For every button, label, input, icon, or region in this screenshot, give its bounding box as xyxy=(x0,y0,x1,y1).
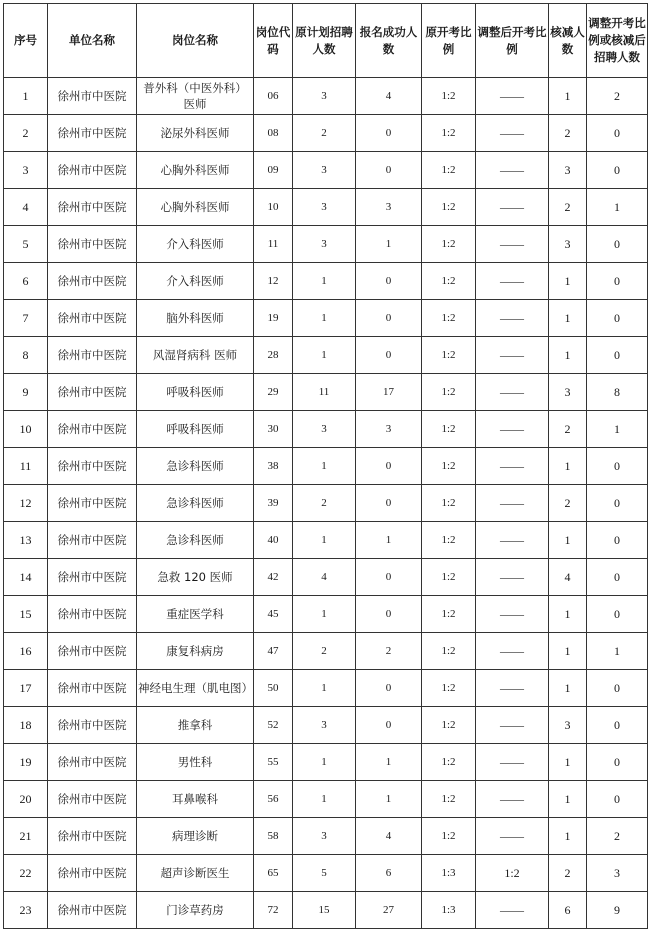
cell-adjusted-exam-ratio: —— xyxy=(476,596,549,633)
cell-registered-count: 1 xyxy=(356,226,422,263)
cell-adjusted-exam-ratio: —— xyxy=(476,411,549,448)
cell-planned-hires: 1 xyxy=(293,781,356,818)
cell-position-code: 39 xyxy=(254,485,293,522)
cell-position-name: 康复科病房 xyxy=(137,633,254,670)
cell-final-hires: 0 xyxy=(587,670,648,707)
cell-unit-name: 徐州市中医院 xyxy=(48,559,137,596)
cell-position-name: 推拿科 xyxy=(137,707,254,744)
cell-unit-name: 徐州市中医院 xyxy=(48,781,137,818)
cell-seq: 17 xyxy=(4,670,48,707)
cell-unit-name: 徐州市中医院 xyxy=(48,818,137,855)
cell-final-hires: 0 xyxy=(587,448,648,485)
cell-planned-hires: 3 xyxy=(293,411,356,448)
cell-original-exam-ratio: 1:2 xyxy=(422,522,476,559)
cell-registered-count: 4 xyxy=(356,78,422,115)
cell-unit-name: 徐州市中医院 xyxy=(48,374,137,411)
cell-registered-count: 0 xyxy=(356,337,422,374)
cell-reduced-count: 1 xyxy=(549,596,587,633)
cell-planned-hires: 1 xyxy=(293,744,356,781)
cell-final-hires: 0 xyxy=(587,263,648,300)
cell-reduced-count: 1 xyxy=(549,78,587,115)
cell-registered-count: 0 xyxy=(356,707,422,744)
cell-position-code: 12 xyxy=(254,263,293,300)
cell-registered-count: 3 xyxy=(356,411,422,448)
cell-registered-count: 0 xyxy=(356,115,422,152)
table-row xyxy=(4,152,648,189)
cell-position-name: 风湿肾病科 医师 xyxy=(137,337,254,374)
cell-original-exam-ratio: 1:2 xyxy=(422,337,476,374)
cell-unit-name: 徐州市中医院 xyxy=(48,337,137,374)
cell-final-hires: 0 xyxy=(587,522,648,559)
cell-registered-count: 6 xyxy=(356,855,422,892)
cell-final-hires: 0 xyxy=(587,744,648,781)
table-row xyxy=(4,522,648,559)
cell-planned-hires: 4 xyxy=(293,559,356,596)
cell-adjusted-exam-ratio: —— xyxy=(476,152,549,189)
cell-original-exam-ratio: 1:2 xyxy=(422,115,476,152)
cell-position-code: 38 xyxy=(254,448,293,485)
cell-position-code: 40 xyxy=(254,522,293,559)
cell-reduced-count: 1 xyxy=(549,781,587,818)
table-row xyxy=(4,448,648,485)
cell-position-name: 心胸外科医师 xyxy=(137,152,254,189)
cell-final-hires: 2 xyxy=(587,78,648,115)
cell-reduced-count: 6 xyxy=(549,892,587,929)
cell-position-code: 11 xyxy=(254,226,293,263)
header-position-name: 岗位名称 xyxy=(137,4,254,78)
table-body xyxy=(4,78,648,929)
cell-seq: 6 xyxy=(4,263,48,300)
cell-planned-hires: 5 xyxy=(293,855,356,892)
cell-registered-count: 0 xyxy=(356,448,422,485)
cell-planned-hires: 1 xyxy=(293,448,356,485)
cell-adjusted-exam-ratio: —— xyxy=(476,559,549,596)
cell-planned-hires: 3 xyxy=(293,226,356,263)
cell-unit-name: 徐州市中医院 xyxy=(48,522,137,559)
cell-seq: 16 xyxy=(4,633,48,670)
cell-seq: 11 xyxy=(4,448,48,485)
cell-unit-name: 徐州市中医院 xyxy=(48,596,137,633)
cell-planned-hires: 2 xyxy=(293,115,356,152)
cell-unit-name: 徐州市中医院 xyxy=(48,152,137,189)
cell-planned-hires: 3 xyxy=(293,152,356,189)
cell-unit-name: 徐州市中医院 xyxy=(48,263,137,300)
cell-adjusted-exam-ratio: —— xyxy=(476,744,549,781)
cell-position-code: 42 xyxy=(254,559,293,596)
cell-unit-name: 徐州市中医院 xyxy=(48,670,137,707)
cell-adjusted-exam-ratio: —— xyxy=(476,633,549,670)
cell-planned-hires: 1 xyxy=(293,522,356,559)
cell-planned-hires: 1 xyxy=(293,337,356,374)
cell-position-name: 急诊科医师 xyxy=(137,448,254,485)
cell-position-code: 47 xyxy=(254,633,293,670)
table-row xyxy=(4,633,648,670)
cell-seq: 22 xyxy=(4,855,48,892)
cell-original-exam-ratio: 1:2 xyxy=(422,707,476,744)
cell-position-code: 29 xyxy=(254,374,293,411)
cell-original-exam-ratio: 1:2 xyxy=(422,485,476,522)
cell-reduced-count: 1 xyxy=(549,337,587,374)
cell-planned-hires: 1 xyxy=(293,596,356,633)
cell-original-exam-ratio: 1:2 xyxy=(422,744,476,781)
cell-final-hires: 1 xyxy=(587,189,648,226)
cell-reduced-count: 3 xyxy=(549,374,587,411)
cell-original-exam-ratio: 1:3 xyxy=(422,855,476,892)
cell-seq: 8 xyxy=(4,337,48,374)
table-row xyxy=(4,115,648,152)
cell-position-name: 病理诊断 xyxy=(137,818,254,855)
cell-position-code: 28 xyxy=(254,337,293,374)
cell-position-name: 超声诊断医生 xyxy=(137,855,254,892)
cell-final-hires: 0 xyxy=(587,115,648,152)
cell-registered-count: 0 xyxy=(356,670,422,707)
cell-seq: 1 xyxy=(4,78,48,115)
cell-planned-hires: 1 xyxy=(293,263,356,300)
cell-position-name: 神经电生理（肌电图） xyxy=(137,670,254,707)
recruitment-adjustment-table-container xyxy=(3,3,648,929)
cell-seq: 9 xyxy=(4,374,48,411)
cell-position-name: 耳鼻喉科 xyxy=(137,781,254,818)
cell-position-code: 10 xyxy=(254,189,293,226)
cell-original-exam-ratio: 1:2 xyxy=(422,189,476,226)
table-row xyxy=(4,707,648,744)
cell-final-hires: 1 xyxy=(587,411,648,448)
cell-registered-count: 1 xyxy=(356,522,422,559)
cell-final-hires: 0 xyxy=(587,596,648,633)
table-row xyxy=(4,374,648,411)
cell-adjusted-exam-ratio: —— xyxy=(476,522,549,559)
cell-reduced-count: 3 xyxy=(549,226,587,263)
header-position-code: 岗位代码 xyxy=(254,4,293,78)
cell-unit-name: 徐州市中医院 xyxy=(48,226,137,263)
cell-position-code: 58 xyxy=(254,818,293,855)
cell-adjusted-exam-ratio: —— xyxy=(476,189,549,226)
cell-final-hires: 0 xyxy=(587,485,648,522)
cell-position-code: 72 xyxy=(254,892,293,929)
cell-planned-hires: 3 xyxy=(293,818,356,855)
cell-unit-name: 徐州市中医院 xyxy=(48,892,137,929)
cell-adjusted-exam-ratio: —— xyxy=(476,485,549,522)
cell-original-exam-ratio: 1:2 xyxy=(422,781,476,818)
cell-planned-hires: 15 xyxy=(293,892,356,929)
cell-final-hires: 1 xyxy=(587,633,648,670)
cell-seq: 20 xyxy=(4,781,48,818)
cell-original-exam-ratio: 1:3 xyxy=(422,892,476,929)
cell-original-exam-ratio: 1:2 xyxy=(422,411,476,448)
cell-registered-count: 1 xyxy=(356,781,422,818)
cell-adjusted-exam-ratio: —— xyxy=(476,670,549,707)
cell-position-name: 呼吸科医师 xyxy=(137,411,254,448)
cell-seq: 21 xyxy=(4,818,48,855)
cell-registered-count: 1 xyxy=(356,744,422,781)
cell-original-exam-ratio: 1:2 xyxy=(422,448,476,485)
cell-seq: 15 xyxy=(4,596,48,633)
cell-position-name: 急救 120 医师 xyxy=(137,559,254,596)
table-row xyxy=(4,189,648,226)
table-row xyxy=(4,337,648,374)
cell-unit-name: 徐州市中医院 xyxy=(48,448,137,485)
cell-position-code: 45 xyxy=(254,596,293,633)
cell-position-name: 介入科医师 xyxy=(137,263,254,300)
cell-position-name: 脑外科医师 xyxy=(137,300,254,337)
cell-reduced-count: 2 xyxy=(549,855,587,892)
cell-seq: 14 xyxy=(4,559,48,596)
table-row xyxy=(4,559,648,596)
cell-reduced-count: 1 xyxy=(549,448,587,485)
cell-unit-name: 徐州市中医院 xyxy=(48,855,137,892)
cell-seq: 4 xyxy=(4,189,48,226)
cell-unit-name: 徐州市中医院 xyxy=(48,744,137,781)
cell-reduced-count: 1 xyxy=(549,818,587,855)
cell-unit-name: 徐州市中医院 xyxy=(48,115,137,152)
header-final-hires: 调整开考比例或核减后招聘人数 xyxy=(587,4,648,78)
cell-adjusted-exam-ratio: —— xyxy=(476,337,549,374)
table-row xyxy=(4,781,648,818)
cell-registered-count: 3 xyxy=(356,189,422,226)
cell-position-code: 65 xyxy=(254,855,293,892)
cell-reduced-count: 4 xyxy=(549,559,587,596)
cell-position-name: 呼吸科医师 xyxy=(137,374,254,411)
header-original-exam-ratio: 原开考比例 xyxy=(422,4,476,78)
cell-registered-count: 4 xyxy=(356,818,422,855)
cell-original-exam-ratio: 1:2 xyxy=(422,818,476,855)
cell-adjusted-exam-ratio: —— xyxy=(476,818,549,855)
cell-final-hires: 0 xyxy=(587,559,648,596)
cell-final-hires: 8 xyxy=(587,374,648,411)
cell-reduced-count: 2 xyxy=(549,115,587,152)
cell-adjusted-exam-ratio: —— xyxy=(476,892,549,929)
cell-final-hires: 2 xyxy=(587,818,648,855)
cell-adjusted-exam-ratio: —— xyxy=(476,707,549,744)
table-row xyxy=(4,226,648,263)
cell-unit-name: 徐州市中医院 xyxy=(48,411,137,448)
cell-registered-count: 17 xyxy=(356,374,422,411)
table-row xyxy=(4,596,648,633)
cell-position-name: 重症医学科 xyxy=(137,596,254,633)
cell-original-exam-ratio: 1:2 xyxy=(422,670,476,707)
recruitment-adjustment-table xyxy=(3,3,648,929)
cell-unit-name: 徐州市中医院 xyxy=(48,78,137,115)
cell-adjusted-exam-ratio: —— xyxy=(476,226,549,263)
cell-position-code: 06 xyxy=(254,78,293,115)
table-row xyxy=(4,855,648,892)
cell-position-name: 介入科医师 xyxy=(137,226,254,263)
cell-seq: 19 xyxy=(4,744,48,781)
cell-adjusted-exam-ratio: —— xyxy=(476,115,549,152)
cell-seq: 10 xyxy=(4,411,48,448)
cell-seq: 3 xyxy=(4,152,48,189)
cell-reduced-count: 1 xyxy=(549,670,587,707)
cell-original-exam-ratio: 1:2 xyxy=(422,263,476,300)
cell-reduced-count: 1 xyxy=(549,522,587,559)
cell-planned-hires: 11 xyxy=(293,374,356,411)
cell-final-hires: 0 xyxy=(587,152,648,189)
table-row xyxy=(4,818,648,855)
cell-original-exam-ratio: 1:2 xyxy=(422,596,476,633)
cell-reduced-count: 1 xyxy=(549,300,587,337)
table-row xyxy=(4,744,648,781)
cell-unit-name: 徐州市中医院 xyxy=(48,300,137,337)
cell-final-hires: 9 xyxy=(587,892,648,929)
cell-registered-count: 0 xyxy=(356,485,422,522)
cell-final-hires: 3 xyxy=(587,855,648,892)
cell-registered-count: 0 xyxy=(356,596,422,633)
cell-original-exam-ratio: 1:2 xyxy=(422,633,476,670)
cell-planned-hires: 1 xyxy=(293,300,356,337)
cell-seq: 12 xyxy=(4,485,48,522)
table-row xyxy=(4,892,648,929)
cell-seq: 5 xyxy=(4,226,48,263)
cell-position-code: 50 xyxy=(254,670,293,707)
table-header xyxy=(4,4,648,78)
cell-position-name: 普外科（中医外科）医师 xyxy=(137,78,254,115)
cell-registered-count: 2 xyxy=(356,633,422,670)
header-reduced-count: 核减人数 xyxy=(549,4,587,78)
table-row xyxy=(4,485,648,522)
cell-position-name: 急诊科医师 xyxy=(137,485,254,522)
cell-original-exam-ratio: 1:2 xyxy=(422,226,476,263)
cell-reduced-count: 3 xyxy=(549,152,587,189)
cell-position-code: 55 xyxy=(254,744,293,781)
cell-position-name: 心胸外科医师 xyxy=(137,189,254,226)
cell-position-name: 急诊科医师 xyxy=(137,522,254,559)
cell-planned-hires: 2 xyxy=(293,485,356,522)
cell-adjusted-exam-ratio: —— xyxy=(476,263,549,300)
cell-position-code: 30 xyxy=(254,411,293,448)
header-registered-count: 报名成功人数 xyxy=(356,4,422,78)
cell-adjusted-exam-ratio: —— xyxy=(476,78,549,115)
cell-position-name: 泌尿外科医师 xyxy=(137,115,254,152)
cell-position-code: 56 xyxy=(254,781,293,818)
cell-adjusted-exam-ratio: —— xyxy=(476,781,549,818)
header-adjusted-exam-ratio: 调整后开考比例 xyxy=(476,4,549,78)
table-row xyxy=(4,670,648,707)
cell-planned-hires: 3 xyxy=(293,707,356,744)
cell-final-hires: 0 xyxy=(587,781,648,818)
cell-reduced-count: 1 xyxy=(549,633,587,670)
cell-registered-count: 0 xyxy=(356,263,422,300)
cell-unit-name: 徐州市中医院 xyxy=(48,189,137,226)
header-unit-name: 单位名称 xyxy=(48,4,137,78)
cell-planned-hires: 1 xyxy=(293,670,356,707)
cell-adjusted-exam-ratio: 1:2 xyxy=(476,855,549,892)
table-row xyxy=(4,263,648,300)
cell-original-exam-ratio: 1:2 xyxy=(422,559,476,596)
cell-planned-hires: 3 xyxy=(293,78,356,115)
cell-reduced-count: 1 xyxy=(549,744,587,781)
cell-position-name: 男性科 xyxy=(137,744,254,781)
cell-original-exam-ratio: 1:2 xyxy=(422,300,476,337)
table-row xyxy=(4,78,648,115)
cell-adjusted-exam-ratio: —— xyxy=(476,300,549,337)
cell-reduced-count: 1 xyxy=(549,263,587,300)
table-row xyxy=(4,411,648,448)
cell-position-code: 19 xyxy=(254,300,293,337)
cell-unit-name: 徐州市中医院 xyxy=(48,485,137,522)
cell-position-code: 52 xyxy=(254,707,293,744)
cell-registered-count: 0 xyxy=(356,559,422,596)
cell-seq: 23 xyxy=(4,892,48,929)
cell-adjusted-exam-ratio: —— xyxy=(476,374,549,411)
cell-final-hires: 0 xyxy=(587,300,648,337)
cell-registered-count: 27 xyxy=(356,892,422,929)
table-row xyxy=(4,300,648,337)
cell-registered-count: 0 xyxy=(356,300,422,337)
cell-seq: 13 xyxy=(4,522,48,559)
cell-planned-hires: 2 xyxy=(293,633,356,670)
cell-seq: 7 xyxy=(4,300,48,337)
cell-final-hires: 0 xyxy=(587,226,648,263)
cell-reduced-count: 2 xyxy=(549,189,587,226)
cell-final-hires: 0 xyxy=(587,337,648,374)
cell-registered-count: 0 xyxy=(356,152,422,189)
cell-position-code: 08 xyxy=(254,115,293,152)
cell-original-exam-ratio: 1:2 xyxy=(422,152,476,189)
header-row xyxy=(4,4,648,78)
cell-reduced-count: 3 xyxy=(549,707,587,744)
cell-final-hires: 0 xyxy=(587,707,648,744)
cell-reduced-count: 2 xyxy=(549,485,587,522)
cell-original-exam-ratio: 1:2 xyxy=(422,374,476,411)
cell-reduced-count: 2 xyxy=(549,411,587,448)
cell-seq: 2 xyxy=(4,115,48,152)
cell-original-exam-ratio: 1:2 xyxy=(422,78,476,115)
header-seq: 序号 xyxy=(4,4,48,78)
cell-planned-hires: 3 xyxy=(293,189,356,226)
cell-position-code: 09 xyxy=(254,152,293,189)
header-planned-hires: 原计划招聘人数 xyxy=(293,4,356,78)
cell-unit-name: 徐州市中医院 xyxy=(48,633,137,670)
cell-position-name: 门诊草药房 xyxy=(137,892,254,929)
cell-adjusted-exam-ratio: —— xyxy=(476,448,549,485)
cell-seq: 18 xyxy=(4,707,48,744)
cell-unit-name: 徐州市中医院 xyxy=(48,707,137,744)
